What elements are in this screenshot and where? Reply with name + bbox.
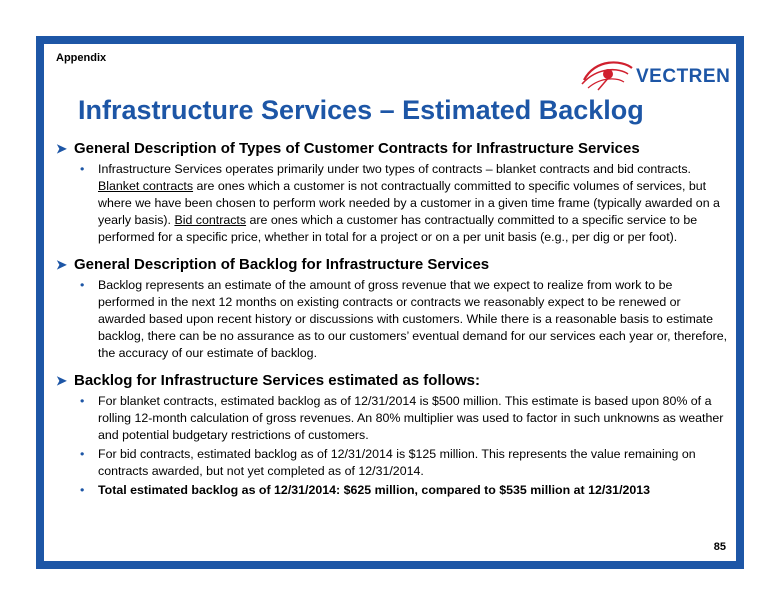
slide-border <box>36 36 744 569</box>
section-heading <box>56 139 728 158</box>
vectren-swirl-icon <box>578 56 638 96</box>
bullet-dot-icon: • <box>80 483 85 497</box>
bullet-dot-icon: • <box>80 447 85 461</box>
heading-text: General Description of Types of Customer Contracts for Infrastructure Services <box>74 140 640 157</box>
bullet-dot-icon: • <box>80 162 85 176</box>
page-number: 85 <box>713 541 726 553</box>
bullet-text <box>98 161 728 246</box>
section-backlog-estimates <box>56 371 728 499</box>
bullet-item <box>80 161 728 246</box>
arrow-bullet-icon: ➤ <box>56 373 67 388</box>
bullet-item <box>80 446 728 480</box>
heading-text: Backlog for Infrastructure Services estimated as follows: <box>74 372 480 389</box>
bullet-item <box>80 277 728 362</box>
arrow-bullet-icon: ➤ <box>56 141 67 156</box>
arrow-bullet-icon: ➤ <box>56 257 67 272</box>
bullet-text: For blanket contracts, estimated backlog as of 12/31/2014 is $500 million. This estimate is based upon 80% of a rolling 12-month calculation of gross revenues. An 80% multiplier was used to factor in such unknowns as weather and potential budgetary restrictions of customers. <box>98 394 724 442</box>
bullet-text: Backlog represents an estimate of the amount of gross revenue that we expect to realize from work to be performed in the next 12 months on existing contracts or contracts we reasonably expect to be renewed or awarded based upon recent history or discussions with customers. While there is a reasonable basis to estimate backlog, there can be no assurance as to our customers’ eventual demand for our services each year or, therefore, the accuracy of our estimate of backlog. <box>98 278 728 360</box>
section-contract-types <box>56 139 728 246</box>
bullet-dot-icon: • <box>80 394 85 408</box>
bullet-text: For bid contracts, estimated backlog as of 12/31/2014 is $125 million. This represents the value remaining on contracts awarded, but not yet completed as of 12/31/2014. <box>98 447 696 478</box>
bullet-text-part: are ones which a customer is not contractually committed to specific volumes of services, but where we have been chosen to perform work needed by a customer in a given time frame (typically awarded on a yearly basis). <box>98 179 720 227</box>
section-heading <box>56 255 728 274</box>
vectren-logo <box>578 56 731 96</box>
section-backlog-description <box>56 255 728 362</box>
bullet-text-total: Total estimated backlog as of 12/31/2014: $625 million, compared to $535 million at 12/31/2013 <box>98 483 651 497</box>
bullet-item <box>80 393 728 444</box>
blanket-contracts-term: Blanket contracts <box>98 179 194 193</box>
bullet-text-part: Infrastructure Services operates primarily under two types of contracts – blanket contracts and bid contracts. <box>98 162 691 176</box>
section-heading <box>56 371 728 390</box>
appendix-label: Appendix <box>56 52 107 64</box>
slide-title: Infrastructure Services – Estimated Backlog <box>78 95 644 125</box>
heading-text: General Description of Backlog for Infrastructure Services <box>74 256 490 273</box>
bullet-dot-icon: • <box>80 278 85 292</box>
slide-content <box>56 139 728 508</box>
bid-contracts-term: Bid contracts <box>174 213 247 227</box>
logo-text: VECTREN <box>636 66 731 87</box>
bullet-text-part: are ones which a customer has contractually committed to a specific service to be performed for a specific price, whether in total for a project or on a per unit basis (e.g., per dig or per foot). <box>98 213 698 244</box>
bullet-item <box>80 482 728 499</box>
slide <box>44 44 736 561</box>
